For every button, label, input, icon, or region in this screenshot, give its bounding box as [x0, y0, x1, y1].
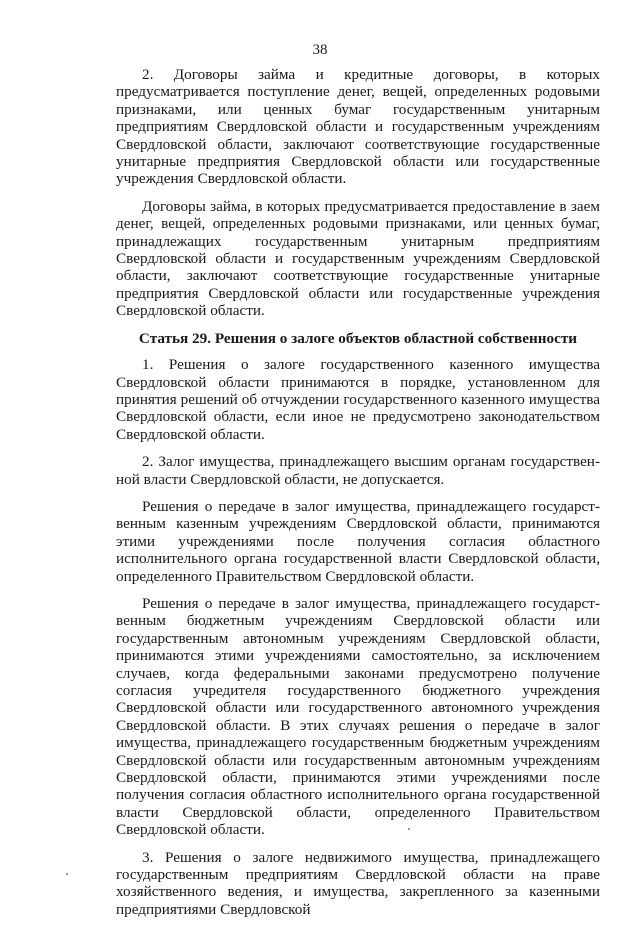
paragraph-pledge-clause-2: 2. Залог имущества, принадлежащего высшим органам государственной власти Свердловской области, не допускается.	[116, 453, 600, 488]
page-number: 38	[312, 42, 328, 58]
scan-speck	[66, 873, 68, 875]
paragraph-pledge-clause-3: 3. Решения о залоге недвижимого имущества, принадлежащего государственным предприятиям Свердловской области на праве хозяйственного ведения, и имущества, закрепленного за казенными предприятиями Свердловской	[116, 848, 600, 918]
paragraph-budget-autonomous-institutions: Решения о передаче в залог имущества, принадлежащего государственным бюджетным учреждениям Свердловской области или государственным автономным учреждениям Свердловской области, принимаются этими учреждениями самостоятельно, за исключением случаев, когда федеральными законами предусмотрено получение согласия учредителя государственного бюджетного учреждения Свердловской области или государственного автономного учреждения Свердловской области. В этих случаях решения о передаче в залог имущества, принадлежащего государственным бюджетным учреждениям Свердловской области или государственным автономным учреждениям Свердловской области, принимаются этими учреждениями после получения согласия областного исполнительного органа государственной власти Свердловской области, определенного Правительством Свердловской области.	[116, 594, 600, 839]
paragraph-loans-provided: Договоры займа, в которых предусматривается предоставление в заем денег, вещей, определенных родовыми признаками, или ценных бумаг, принадлежащих государственным унитарным предприятиям Свердловской области и государственным учреждениям Свердловской области, заключают соответствующие государственные унитарные предприятия Свердловской области или государственные учреждения Свердловской области.	[116, 197, 600, 320]
document-body	[116, 66, 600, 928]
paragraph-loans-clause-2: 2. Договоры займа и кредитные договоры, в которых предусматривается поступление денег, вещей, определенных родовыми признаками, или ценных бумаг государственным унитарным предприятиям Свердловской области и государственным учреждениям Свердловской области, заключают соответствующие государственные унитарные предприятия Свердловской области или государственные учреждения Свердловской области.	[116, 66, 600, 188]
article-29-heading: Статья 29. Решения о залоге объектов областной собственности	[138, 329, 578, 347]
scan-speck	[408, 828, 410, 830]
paragraph-kazennye-institutions: Решения о передаче в залог имущества, принадлежащего государственным казенным учреждениям Свердловской области, принимаются этими учреждениями после получения согласия областного исполнительного органа государственной власти Свердловской области, определенного Правительством Свердловской области.	[116, 497, 600, 585]
paragraph-pledge-clause-1: 1. Решения о залоге государственного казенного имущества Свердловской области принимаются в порядке, установленном для принятия решений об отчуждении государственного казенного имущества Свердловской области, если иное не предусмотрено законодательством Свердловской области.	[116, 356, 600, 443]
